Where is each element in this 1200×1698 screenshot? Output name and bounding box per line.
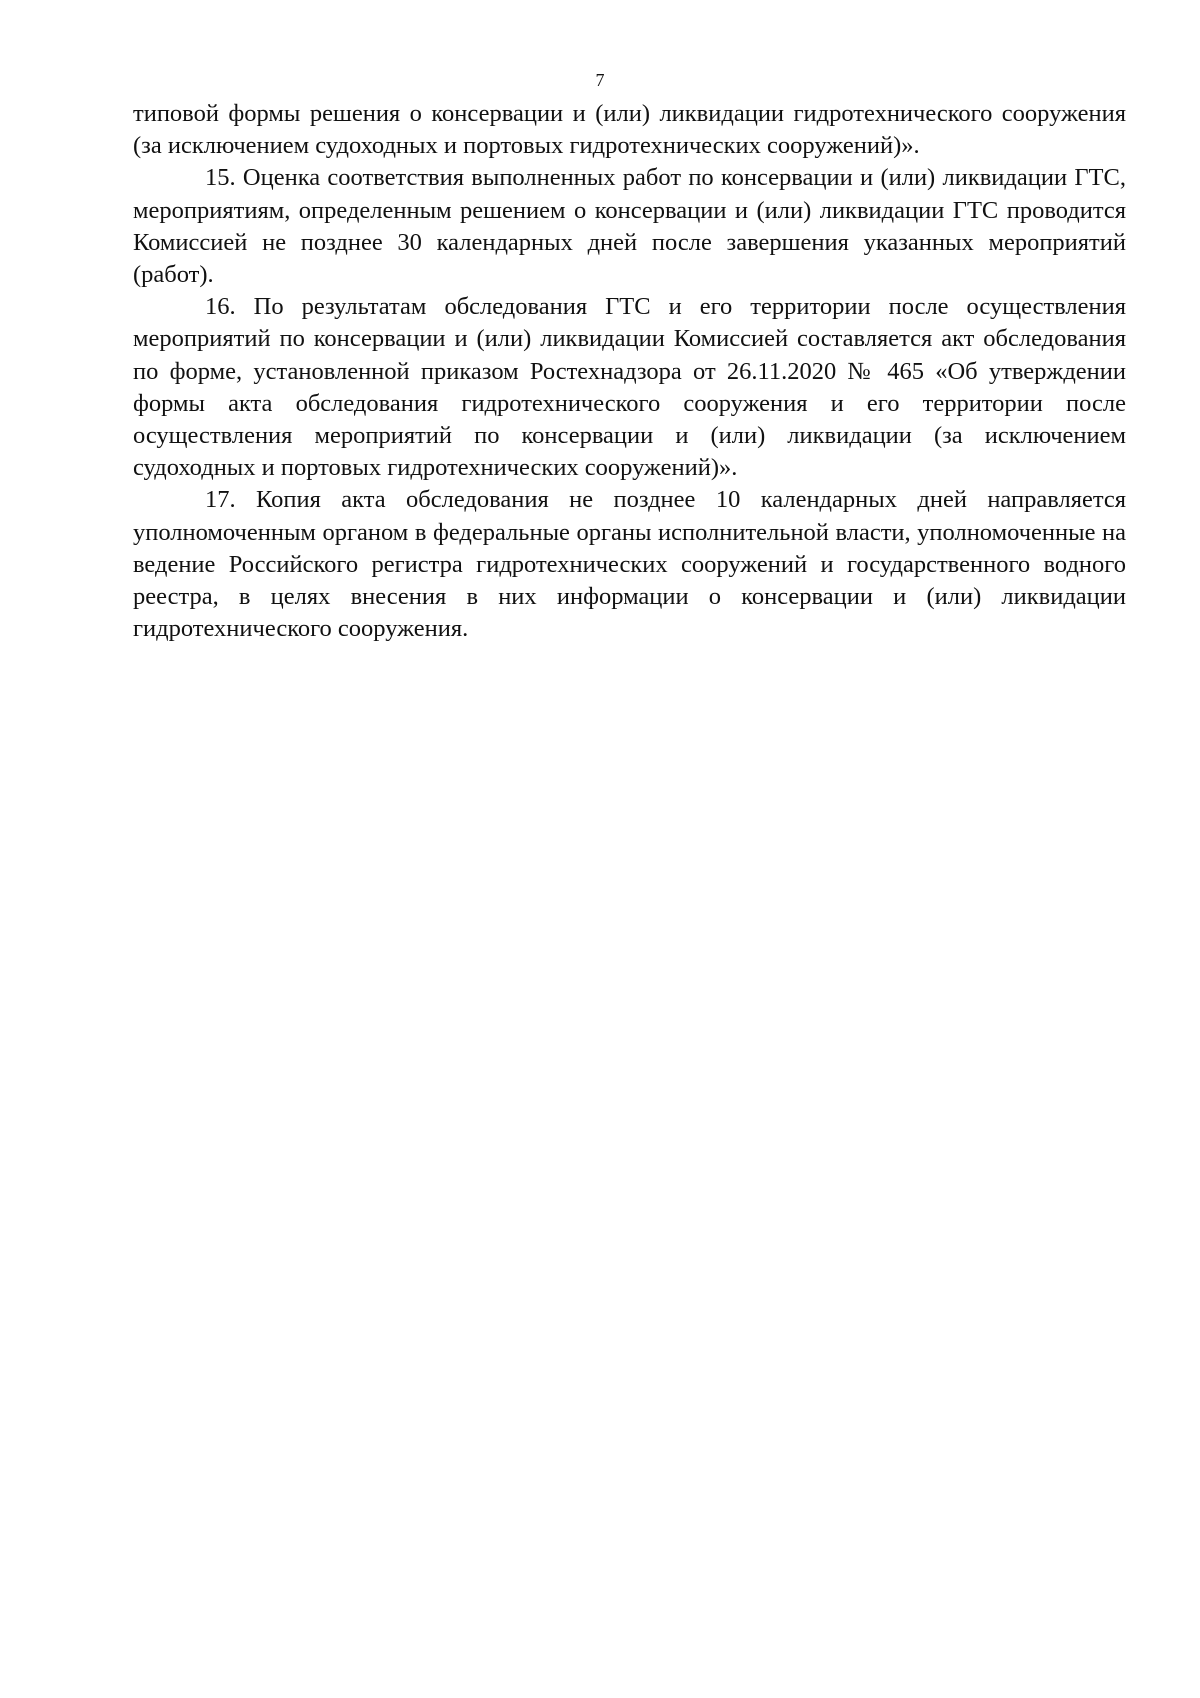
paragraph-16: 16. По результатам обследования ГТС и его территории после осуществления мероприятий по консервации и (или) ликвидации Комиссией составляется акт обследования по форме, установленной приказом Ростехнадзора от 26.11.2020 № 465 «Об утверждении формы акта обследования гидротехнического сооружения и его территории после осуществления мероприятий по консервации и (или) ликвидации (за исключением судоходных и портовых гидротехнических сооружений)». <box>133 293 1126 482</box>
page-number: 7 <box>595 70 605 90</box>
paragraph-17: 17. Копия акта обследования не позднее 10 календарных дней направляется уполномоченным органом в федеральные органы исполнительной власти, уполномоченные на ведение Российского регистра гидротехнических сооружений и государственного водного реестра, в целях внесения в них информации о консервации и (или) ликвидации гидротехнического сооружения. <box>133 486 1126 643</box>
document-body <box>133 98 1126 645</box>
paragraph-continuation: типовой формы решения о консервации и (или) ликвидации гидротехнического сооружения (за исключением судоходных и портовых гидротехнических сооружений)». <box>133 100 1126 160</box>
paragraph-15: 15. Оценка соответствия выполненных работ по консервации и (или) ликвидации ГТС, мероприятиям, определенным решением о консервации и (или) ликвидации ГТС проводится Комиссией не позднее 30 календарных дней после завершения указанных мероприятий (работ). <box>133 164 1126 289</box>
